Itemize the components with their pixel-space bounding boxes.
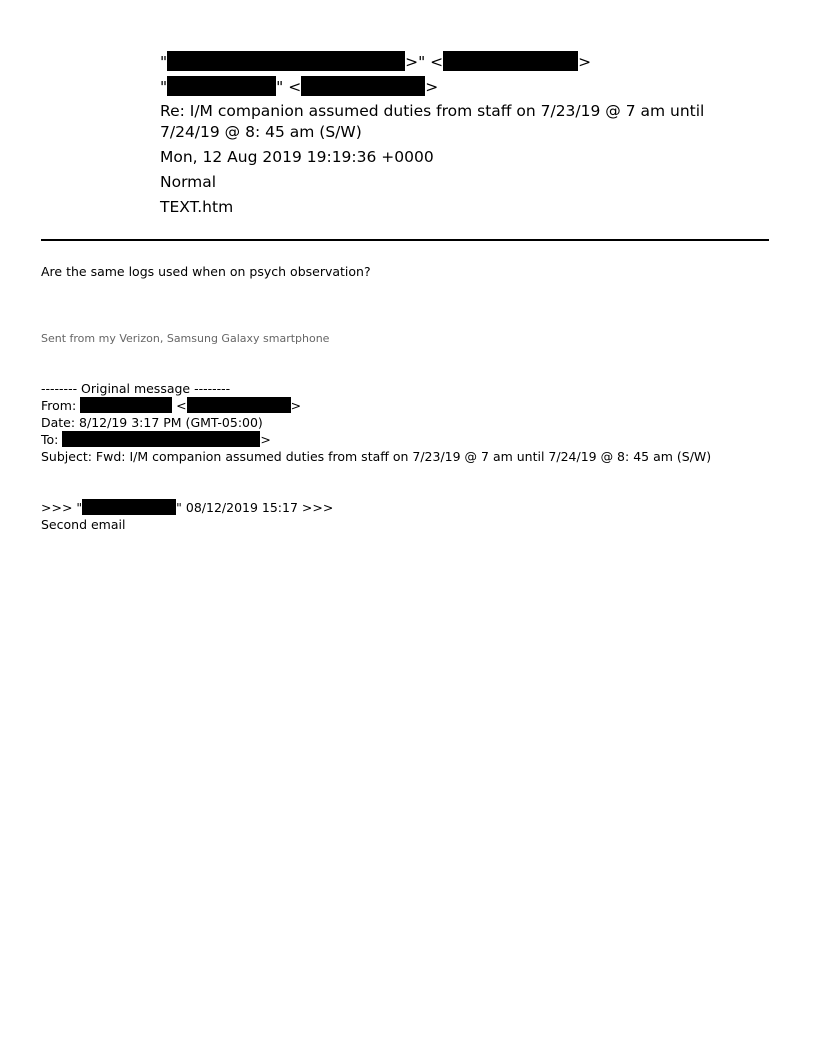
original-from-line: From: < > xyxy=(41,398,302,413)
importance-value: Normal xyxy=(160,173,217,191)
second-email-text: Second email xyxy=(41,517,126,532)
redaction-block xyxy=(80,397,172,413)
redaction-block xyxy=(167,76,276,96)
signature-line: Sent from my Verizon, Samsung Galaxy smartphone xyxy=(41,332,330,345)
original-subject-line: Subject: Fwd: I/M companion assumed duties from staff on 7/23/19 @ 7 am until 7/24/19 @ 8: 45 am (S/W) xyxy=(41,449,712,464)
header-divider xyxy=(41,239,769,241)
original-message-divider: -------- Original message -------- xyxy=(41,381,231,396)
redaction-block xyxy=(62,431,260,447)
original-date-line: Date: 8/12/19 3:17 PM (GMT-05:00) xyxy=(41,415,263,430)
from-value: " >" < > xyxy=(160,53,592,71)
attachment-link[interactable]: TEXT.htm xyxy=(160,198,234,216)
quoted-header-line: >>> " " 08/12/2019 15:17 >>> xyxy=(41,500,334,515)
redaction-block xyxy=(167,51,405,71)
to-value: " " < > xyxy=(160,78,439,96)
date-value: Mon, 12 Aug 2019 19:19:36 +0000 xyxy=(160,148,434,166)
redaction-block xyxy=(82,499,176,515)
redaction-block xyxy=(443,51,578,71)
message-question: Are the same logs used when on psych observation? xyxy=(41,264,371,279)
original-to-line: To: > xyxy=(41,432,271,447)
subject-value: Re: I/M companion assumed duties from staff on 7/23/19 @ 7 am until 7/24/19 @ 8: 45 am (S/W) xyxy=(160,102,705,141)
redaction-block xyxy=(187,397,291,413)
redaction-block xyxy=(301,76,425,96)
